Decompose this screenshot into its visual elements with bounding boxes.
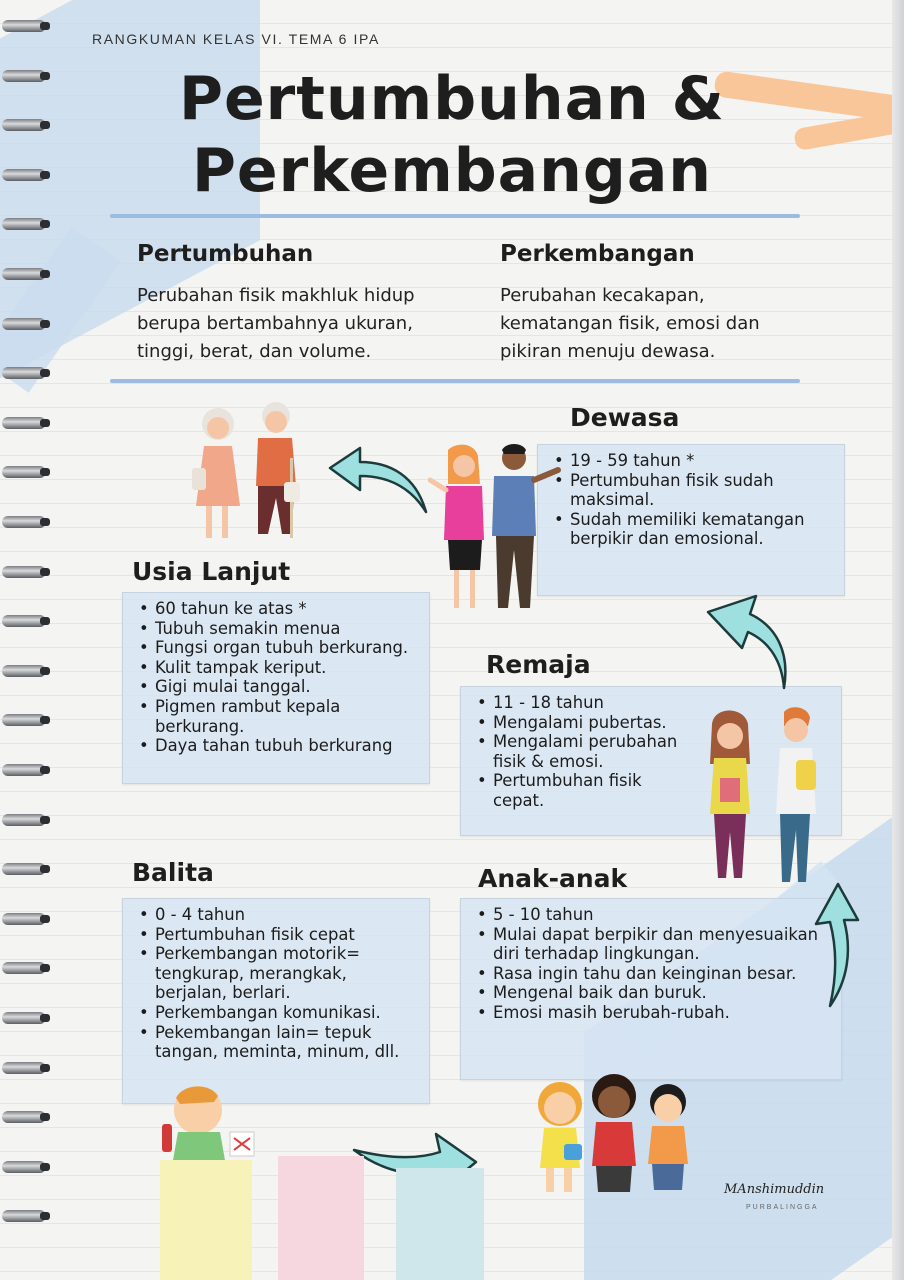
list-item: • Rasa ingin tahu dan keinginan besar.	[475, 964, 831, 984]
list-item: • Pekembangan lain= tepuk tangan, meminta, minum, dll.	[137, 1023, 419, 1062]
definition-text-pertumbuhan	[137, 282, 415, 366]
stage-title-dewasa: Dewasa	[570, 403, 680, 432]
stage-list-remaja	[475, 693, 691, 811]
stage-list-usia-lanjut	[137, 599, 419, 756]
list-item: • Tubuh semakin menua	[137, 619, 419, 639]
binding-ring	[2, 367, 46, 379]
teenagers-illustration	[700, 702, 824, 888]
pastel-bar-pink	[278, 1156, 364, 1280]
binding-ring	[2, 1062, 46, 1074]
divider-middle	[110, 379, 800, 383]
author-location: PURBALINGGA	[746, 1204, 819, 1211]
binding-ring	[2, 863, 46, 875]
list-item: • Mengalami perubahan fisik & emosi.	[475, 732, 691, 771]
spiral-binding	[0, 20, 48, 1260]
arrow-left-icon	[326, 446, 430, 518]
stage-box-usia-lanjut	[122, 592, 430, 784]
definition-line: Perubahan kecakapan,	[500, 285, 705, 306]
binding-ring	[2, 1161, 46, 1173]
binding-ring	[2, 962, 46, 974]
list-item: • Mulai dapat berpikir dan menyesuaikan diri terhadap lingkungan.	[475, 925, 831, 964]
binding-ring	[2, 615, 46, 627]
list-item: • Emosi masih berubah-rubah.	[475, 1003, 831, 1023]
binding-ring	[2, 714, 46, 726]
list-item: • 60 tahun ke atas *	[137, 599, 419, 619]
list-item: • Perkembangan motorik= tengkurap, merangkak, berjalan, berlari.	[137, 944, 419, 1003]
binding-ring	[2, 466, 46, 478]
stage-list-anak-anak	[475, 905, 831, 1023]
list-item: • Mengenal baik dan buruk.	[475, 983, 831, 1003]
definition-line: kematangan fisik, emosi dan	[500, 313, 760, 334]
stage-title-usia-lanjut: Usia Lanjut	[132, 557, 291, 586]
adult-couple-illustration	[428, 440, 564, 616]
list-item: • Mengalami pubertas.	[475, 713, 691, 733]
definition-heading-perkembangan: Perkembangan	[500, 241, 695, 267]
definition-heading-pertumbuhan: Pertumbuhan	[137, 241, 314, 267]
stage-title-anak-anak: Anak-anak	[478, 864, 628, 893]
definition-line: Perubahan fisik makhluk hidup	[137, 285, 415, 306]
list-item: • Fungsi organ tubuh berkurang.	[137, 638, 419, 658]
pastel-bar-yellow	[160, 1160, 252, 1280]
page-subtitle: RANGKUMAN KELAS VI. TEMA 6 IPA	[92, 31, 380, 47]
definition-text-perkembangan	[500, 282, 760, 366]
binding-ring	[2, 20, 46, 32]
binding-ring	[2, 1012, 46, 1024]
list-item: • Pigmen rambut kepala berkurang.	[137, 697, 419, 736]
binding-ring	[2, 764, 46, 776]
page-title-line-1: Pertumbuhan &	[179, 64, 725, 134]
definition-line: berupa bertambahnya ukuran,	[137, 313, 413, 334]
list-item: • 0 - 4 tahun	[137, 905, 419, 925]
children-illustration	[524, 1074, 700, 1198]
list-item: • Sudah memiliki kematangan berpikir dan emosional.	[552, 510, 834, 549]
binding-ring	[2, 218, 46, 230]
list-item: • Pertumbuhan fisik cepat.	[475, 771, 691, 810]
author-signature: MAnshimuddin	[724, 1182, 825, 1197]
arrow-up-icon	[704, 592, 790, 692]
elderly-couple-illustration	[186, 398, 310, 546]
stage-box-dewasa	[537, 444, 845, 596]
pastel-bar-teal	[396, 1168, 484, 1280]
binding-ring	[2, 566, 46, 578]
list-item: • Gigi mulai tanggal.	[137, 677, 419, 697]
stage-list-dewasa	[552, 451, 834, 549]
arrow-up-curve-icon	[812, 880, 870, 1010]
list-item: • Pertumbuhan fisik sudah maksimal.	[552, 471, 834, 510]
binding-ring	[2, 1210, 46, 1222]
binding-ring	[2, 417, 46, 429]
list-item: • Pertumbuhan fisik cepat	[137, 925, 419, 945]
stage-title-balita: Balita	[132, 858, 214, 887]
divider-top	[110, 214, 800, 218]
list-item: • Daya tahan tubuh berkurang	[137, 736, 419, 756]
definition-line: tinggi, berat, dan volume.	[137, 341, 372, 362]
list-item: • 19 - 59 tahun *	[552, 451, 834, 471]
binding-ring	[2, 268, 46, 280]
list-item: • Perkembangan komunikasi.	[137, 1003, 419, 1023]
binding-ring	[2, 913, 46, 925]
stage-box-anak-anak	[460, 898, 842, 1080]
definition-line: pikiran menuju dewasa.	[500, 341, 716, 362]
binding-ring	[2, 1111, 46, 1123]
stage-list-balita	[137, 905, 419, 1062]
binding-ring	[2, 665, 46, 677]
page-title-line-2: Perkembangan	[191, 136, 713, 206]
binding-ring	[2, 516, 46, 528]
stage-box-balita	[122, 898, 430, 1104]
stage-title-remaja: Remaja	[486, 650, 591, 679]
binding-ring	[2, 318, 46, 330]
list-item: • Kulit tampak keriput.	[137, 658, 419, 678]
binding-ring	[2, 814, 46, 826]
list-item: • 11 - 18 tahun	[475, 693, 691, 713]
list-item: • 5 - 10 tahun	[475, 905, 831, 925]
